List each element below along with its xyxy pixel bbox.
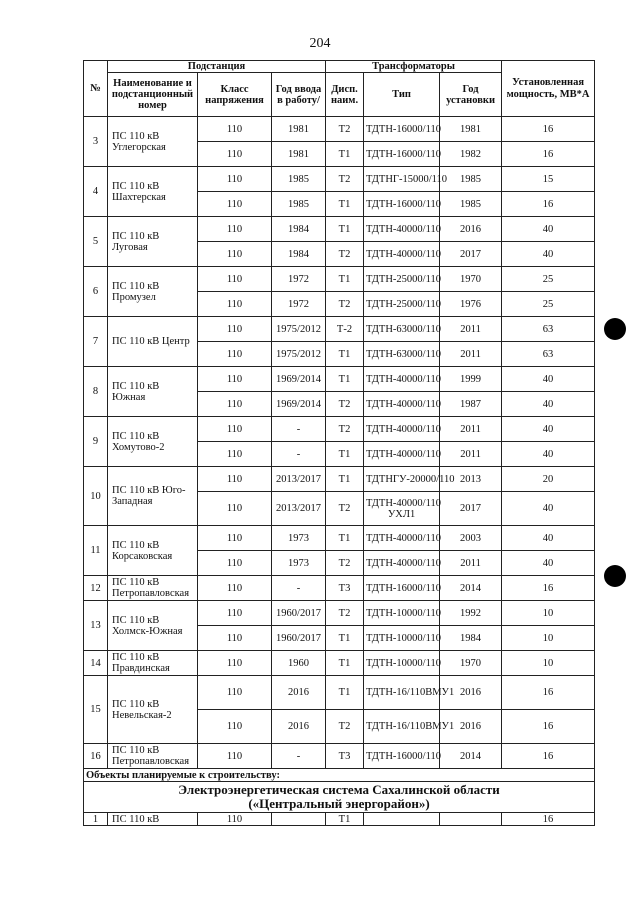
cell-disp: Т3 [326, 576, 364, 601]
cell-power: 16 [502, 710, 595, 744]
cell-voltage: 110 [198, 576, 272, 601]
cell-name: ПС 110 кВ Петропавловская [108, 576, 198, 601]
cell-voltage: 110 [198, 192, 272, 217]
cell-power: 40 [502, 492, 595, 526]
cell-type: ТДТН-16000/110 [364, 142, 440, 167]
header-type: Тип [364, 73, 440, 117]
system-title-row [84, 782, 595, 813]
cell-install-year: 1982 [440, 142, 502, 167]
cell-disp: Т2 [326, 167, 364, 192]
cell-disp: Т1 [326, 142, 364, 167]
system-title-line1: Электроэнергетическая система Сахалинской области [178, 781, 500, 797]
cell-disp: Т2 [326, 242, 364, 267]
cell-install-year: 1970 [440, 651, 502, 676]
table-row [84, 117, 595, 142]
cell-power: 40 [502, 417, 595, 442]
punch-hole-top [604, 318, 626, 340]
cell-year: - [272, 417, 326, 442]
cell-disp: Т2 [326, 292, 364, 317]
cell-num: 4 [84, 167, 108, 217]
table-row [84, 317, 595, 342]
cell-name: ПС 110 кВ Хомутово-2 [108, 417, 198, 467]
cell-disp: Т1 [326, 442, 364, 467]
cell-power: 10 [502, 601, 595, 626]
cell-install-year: 1984 [440, 626, 502, 651]
cell-install-year: 2017 [440, 492, 502, 526]
cell-install-year: 1985 [440, 192, 502, 217]
cell-disp: Т1 [326, 676, 364, 710]
cell-power: 63 [502, 342, 595, 367]
cell-install-year: 2011 [440, 551, 502, 576]
cell-year: - [272, 744, 326, 769]
cell-power: 25 [502, 292, 595, 317]
cell-year: 1973 [272, 526, 326, 551]
cell-voltage: 110 [198, 813, 272, 826]
cell-power: 16 [502, 576, 595, 601]
cell-type: ТДТН-10000/110 [364, 626, 440, 651]
cell-name: ПС 110 кВ Шахтерская [108, 167, 198, 217]
cell-type: ТДТН-16000/110 [364, 192, 440, 217]
cell-power: 10 [502, 651, 595, 676]
cell-install-year: 2017 [440, 242, 502, 267]
cell-year: 2013/2017 [272, 492, 326, 526]
cell-type: ТДТН-63000/110 [364, 317, 440, 342]
cell-install-year [440, 813, 502, 826]
cell-disp: Т1 [326, 342, 364, 367]
cell-num: 13 [84, 601, 108, 651]
cell-power: 40 [502, 526, 595, 551]
cell-voltage: 110 [198, 710, 272, 744]
cell-power: 16 [502, 142, 595, 167]
cell-disp: Т2 [326, 601, 364, 626]
header-year-commissioned: Год ввода в работу/ [272, 73, 326, 117]
table-row [84, 467, 595, 492]
cell-disp: Т1 [326, 467, 364, 492]
cell-install-year: 2016 [440, 676, 502, 710]
cell-disp: Т2 [326, 710, 364, 744]
cell-voltage: 110 [198, 467, 272, 492]
cell-power: 16 [502, 813, 595, 826]
cell-year: 1960/2017 [272, 601, 326, 626]
cell-name: ПС 110 кВ Луговая [108, 217, 198, 267]
table-row [84, 813, 595, 826]
cell-year: 1975/2012 [272, 317, 326, 342]
cell-type: ТДТН-40000/110 [364, 392, 440, 417]
cell-type: ТДТН-40000/110 [364, 367, 440, 392]
cell-install-year: 1981 [440, 117, 502, 142]
cell-disp: Т2 [326, 392, 364, 417]
cell-type: ТДТНГУ-20000/110 [364, 467, 440, 492]
cell-num: 14 [84, 651, 108, 676]
cell-name: ПС 110 кВ Петропавловская [108, 744, 198, 769]
cell-power: 16 [502, 676, 595, 710]
cell-name: ПС 110 кВ Холмск-Южная [108, 601, 198, 651]
header-installed-power: Установленная мощность, МВ*А [502, 61, 595, 117]
table-row [84, 526, 595, 551]
cell-disp: Т2 [326, 117, 364, 142]
cell-disp: Т1 [326, 192, 364, 217]
cell-install-year: 2003 [440, 526, 502, 551]
cell-name: ПС 110 кВ Юго-Западная [108, 467, 198, 526]
cell-voltage: 110 [198, 317, 272, 342]
cell-year: 1981 [272, 142, 326, 167]
cell-power: 25 [502, 267, 595, 292]
cell-power: 16 [502, 192, 595, 217]
cell-name: ПС 110 кВ Промузел [108, 267, 198, 317]
cell-voltage: 110 [198, 676, 272, 710]
cell-year: 1972 [272, 267, 326, 292]
cell-disp: Т3 [326, 744, 364, 769]
cell-install-year: 2011 [440, 317, 502, 342]
cell-type: ТДТН-40000/110 [364, 242, 440, 267]
cell-num: 12 [84, 576, 108, 601]
cell-power: 16 [502, 744, 595, 769]
cell-num: 6 [84, 267, 108, 317]
table-row [84, 167, 595, 192]
cell-install-year: 2011 [440, 442, 502, 467]
cell-voltage: 110 [198, 342, 272, 367]
header-num: № [84, 61, 108, 117]
table-row [84, 576, 595, 601]
cell-year: 1960 [272, 651, 326, 676]
cell-type: ТДТН-16000/110 [364, 744, 440, 769]
cell-year: 1975/2012 [272, 342, 326, 367]
system-title [84, 782, 595, 813]
cell-install-year: 1987 [440, 392, 502, 417]
cell-disp: Т2 [326, 417, 364, 442]
cell-disp: Т1 [326, 626, 364, 651]
cell-install-year: 1970 [440, 267, 502, 292]
cell-year: 1969/2014 [272, 392, 326, 417]
cell-voltage: 110 [198, 167, 272, 192]
planned-label: Объекты планируемые к строительству: [84, 769, 595, 782]
cell-voltage: 110 [198, 651, 272, 676]
cell-num: 7 [84, 317, 108, 367]
cell-name: ПС 110 кВ Корсаковская [108, 526, 198, 576]
cell-name: ПС 110 кВ Центр [108, 317, 198, 367]
cell-voltage: 110 [198, 417, 272, 442]
cell-type: ТДТН-40000/110 [364, 417, 440, 442]
cell-type: ТДТН-63000/110 [364, 342, 440, 367]
cell-type: ТДТН-16/110ВМУ1 [364, 710, 440, 744]
cell-power: 10 [502, 626, 595, 651]
cell-disp: Т1 [326, 813, 364, 826]
cell-type: ТДТН-10000/110 [364, 651, 440, 676]
cell-name: ПС 110 кВ Южная [108, 367, 198, 417]
cell-num: 3 [84, 117, 108, 167]
cell-type: ТДТН-16/110ВМУ1 [364, 676, 440, 710]
cell-year: 1981 [272, 117, 326, 142]
cell-power: 40 [502, 217, 595, 242]
cell-year: 2013/2017 [272, 467, 326, 492]
cell-disp: Т2 [326, 551, 364, 576]
cell-power: 40 [502, 551, 595, 576]
cell-voltage: 110 [198, 292, 272, 317]
table-row [84, 417, 595, 442]
cell-num: 5 [84, 217, 108, 267]
cell-voltage: 110 [198, 217, 272, 242]
cell-num: 10 [84, 467, 108, 526]
cell-num: 15 [84, 676, 108, 744]
cell-type: ТДТН-16000/110 [364, 117, 440, 142]
cell-disp: Т1 [326, 217, 364, 242]
cell-install-year: 1999 [440, 367, 502, 392]
header-name: Наименование и подстанционный номер [108, 73, 198, 117]
cell-type: ТДТН-16000/110 [364, 576, 440, 601]
cell-voltage: 110 [198, 626, 272, 651]
system-title-line2: («Центральный энергорайон») [248, 796, 430, 812]
cell-year: 1972 [272, 292, 326, 317]
cell-voltage: 110 [198, 117, 272, 142]
table-row [84, 651, 595, 676]
cell-type: ТДТН-40000/110 УХЛ1 [364, 492, 440, 526]
cell-voltage: 110 [198, 392, 272, 417]
cell-install-year: 2014 [440, 744, 502, 769]
cell-power: 40 [502, 367, 595, 392]
cell-year [272, 813, 326, 826]
cell-power: 40 [502, 392, 595, 417]
cell-disp: Т1 [326, 367, 364, 392]
cell-num: 9 [84, 417, 108, 467]
cell-voltage: 110 [198, 142, 272, 167]
cell-num: 8 [84, 367, 108, 417]
cell-disp: Т1 [326, 651, 364, 676]
cell-year: - [272, 442, 326, 467]
cell-install-year: 2011 [440, 342, 502, 367]
cell-year: 1969/2014 [272, 367, 326, 392]
cell-voltage: 110 [198, 267, 272, 292]
cell-voltage: 110 [198, 492, 272, 526]
table-row [84, 367, 595, 392]
cell-year: 2016 [272, 710, 326, 744]
table-row [84, 267, 595, 292]
cell-name: ПС 110 кВ Правдинская [108, 651, 198, 676]
cell-power: 15 [502, 167, 595, 192]
table-row [84, 676, 595, 710]
substations-table [83, 60, 595, 826]
punch-hole-bottom [604, 565, 626, 587]
cell-type: ТДТН-40000/110 [364, 526, 440, 551]
table-row [84, 601, 595, 626]
cell-install-year: 2016 [440, 217, 502, 242]
page-number: 204 [309, 36, 331, 51]
cell-type: ТДТН-25000/110 [364, 292, 440, 317]
cell-year: 1984 [272, 217, 326, 242]
cell-year: 1960/2017 [272, 626, 326, 651]
cell-num: 16 [84, 744, 108, 769]
cell-power: 63 [502, 317, 595, 342]
table-row [84, 217, 595, 242]
header-substation: Подстанция [108, 61, 326, 73]
cell-power: 20 [502, 467, 595, 492]
cell-voltage: 110 [198, 367, 272, 392]
cell-voltage: 110 [198, 551, 272, 576]
cell-voltage: 110 [198, 601, 272, 626]
planned-row [84, 769, 595, 782]
cell-type: ТДТН-40000/110 [364, 442, 440, 467]
cell-voltage: 110 [198, 526, 272, 551]
cell-install-year: 2016 [440, 710, 502, 744]
header-transformers: Трансформаторы [326, 61, 502, 73]
cell-power: 40 [502, 442, 595, 467]
cell-year: 1985 [272, 192, 326, 217]
cell-voltage: 110 [198, 242, 272, 267]
cell-install-year: 1992 [440, 601, 502, 626]
cell-year: 2016 [272, 676, 326, 710]
table-row [84, 744, 595, 769]
cell-year: 1985 [272, 167, 326, 192]
header-voltage-class: Класс напряжения [198, 73, 272, 117]
cell-disp: Т-2 [326, 317, 364, 342]
cell-type: ТДТН-40000/110 [364, 217, 440, 242]
cell-disp: Т1 [326, 526, 364, 551]
cell-type: ТДТН-10000/110 [364, 601, 440, 626]
cell-num: 1 [84, 813, 108, 826]
cell-install-year: 1985 [440, 167, 502, 192]
cell-type [364, 813, 440, 826]
cell-year: 1973 [272, 551, 326, 576]
cell-name: ПС 110 кВ Углегорская [108, 117, 198, 167]
cell-type: ТДТН-25000/110 [364, 267, 440, 292]
cell-type: ТДТНГ-15000/110 [364, 167, 440, 192]
table-body [84, 117, 595, 769]
cell-name: ПС 110 кВ Невельская-2 [108, 676, 198, 744]
cell-power: 40 [502, 242, 595, 267]
cell-name: ПС 110 кВ [108, 813, 198, 826]
header-dispatch-name: Дисп. наим. [326, 73, 364, 117]
cell-install-year: 2011 [440, 417, 502, 442]
cell-num: 11 [84, 526, 108, 576]
cell-year: 1984 [272, 242, 326, 267]
cell-voltage: 110 [198, 442, 272, 467]
cell-install-year: 2013 [440, 467, 502, 492]
cell-disp: Т2 [326, 492, 364, 526]
cell-year: - [272, 576, 326, 601]
cell-disp: Т1 [326, 267, 364, 292]
cell-install-year: 2014 [440, 576, 502, 601]
cell-type: ТДТН-40000/110 [364, 551, 440, 576]
cell-install-year: 1976 [440, 292, 502, 317]
header-year-installed: Год установки [440, 73, 502, 117]
cell-voltage: 110 [198, 744, 272, 769]
cell-power: 16 [502, 117, 595, 142]
